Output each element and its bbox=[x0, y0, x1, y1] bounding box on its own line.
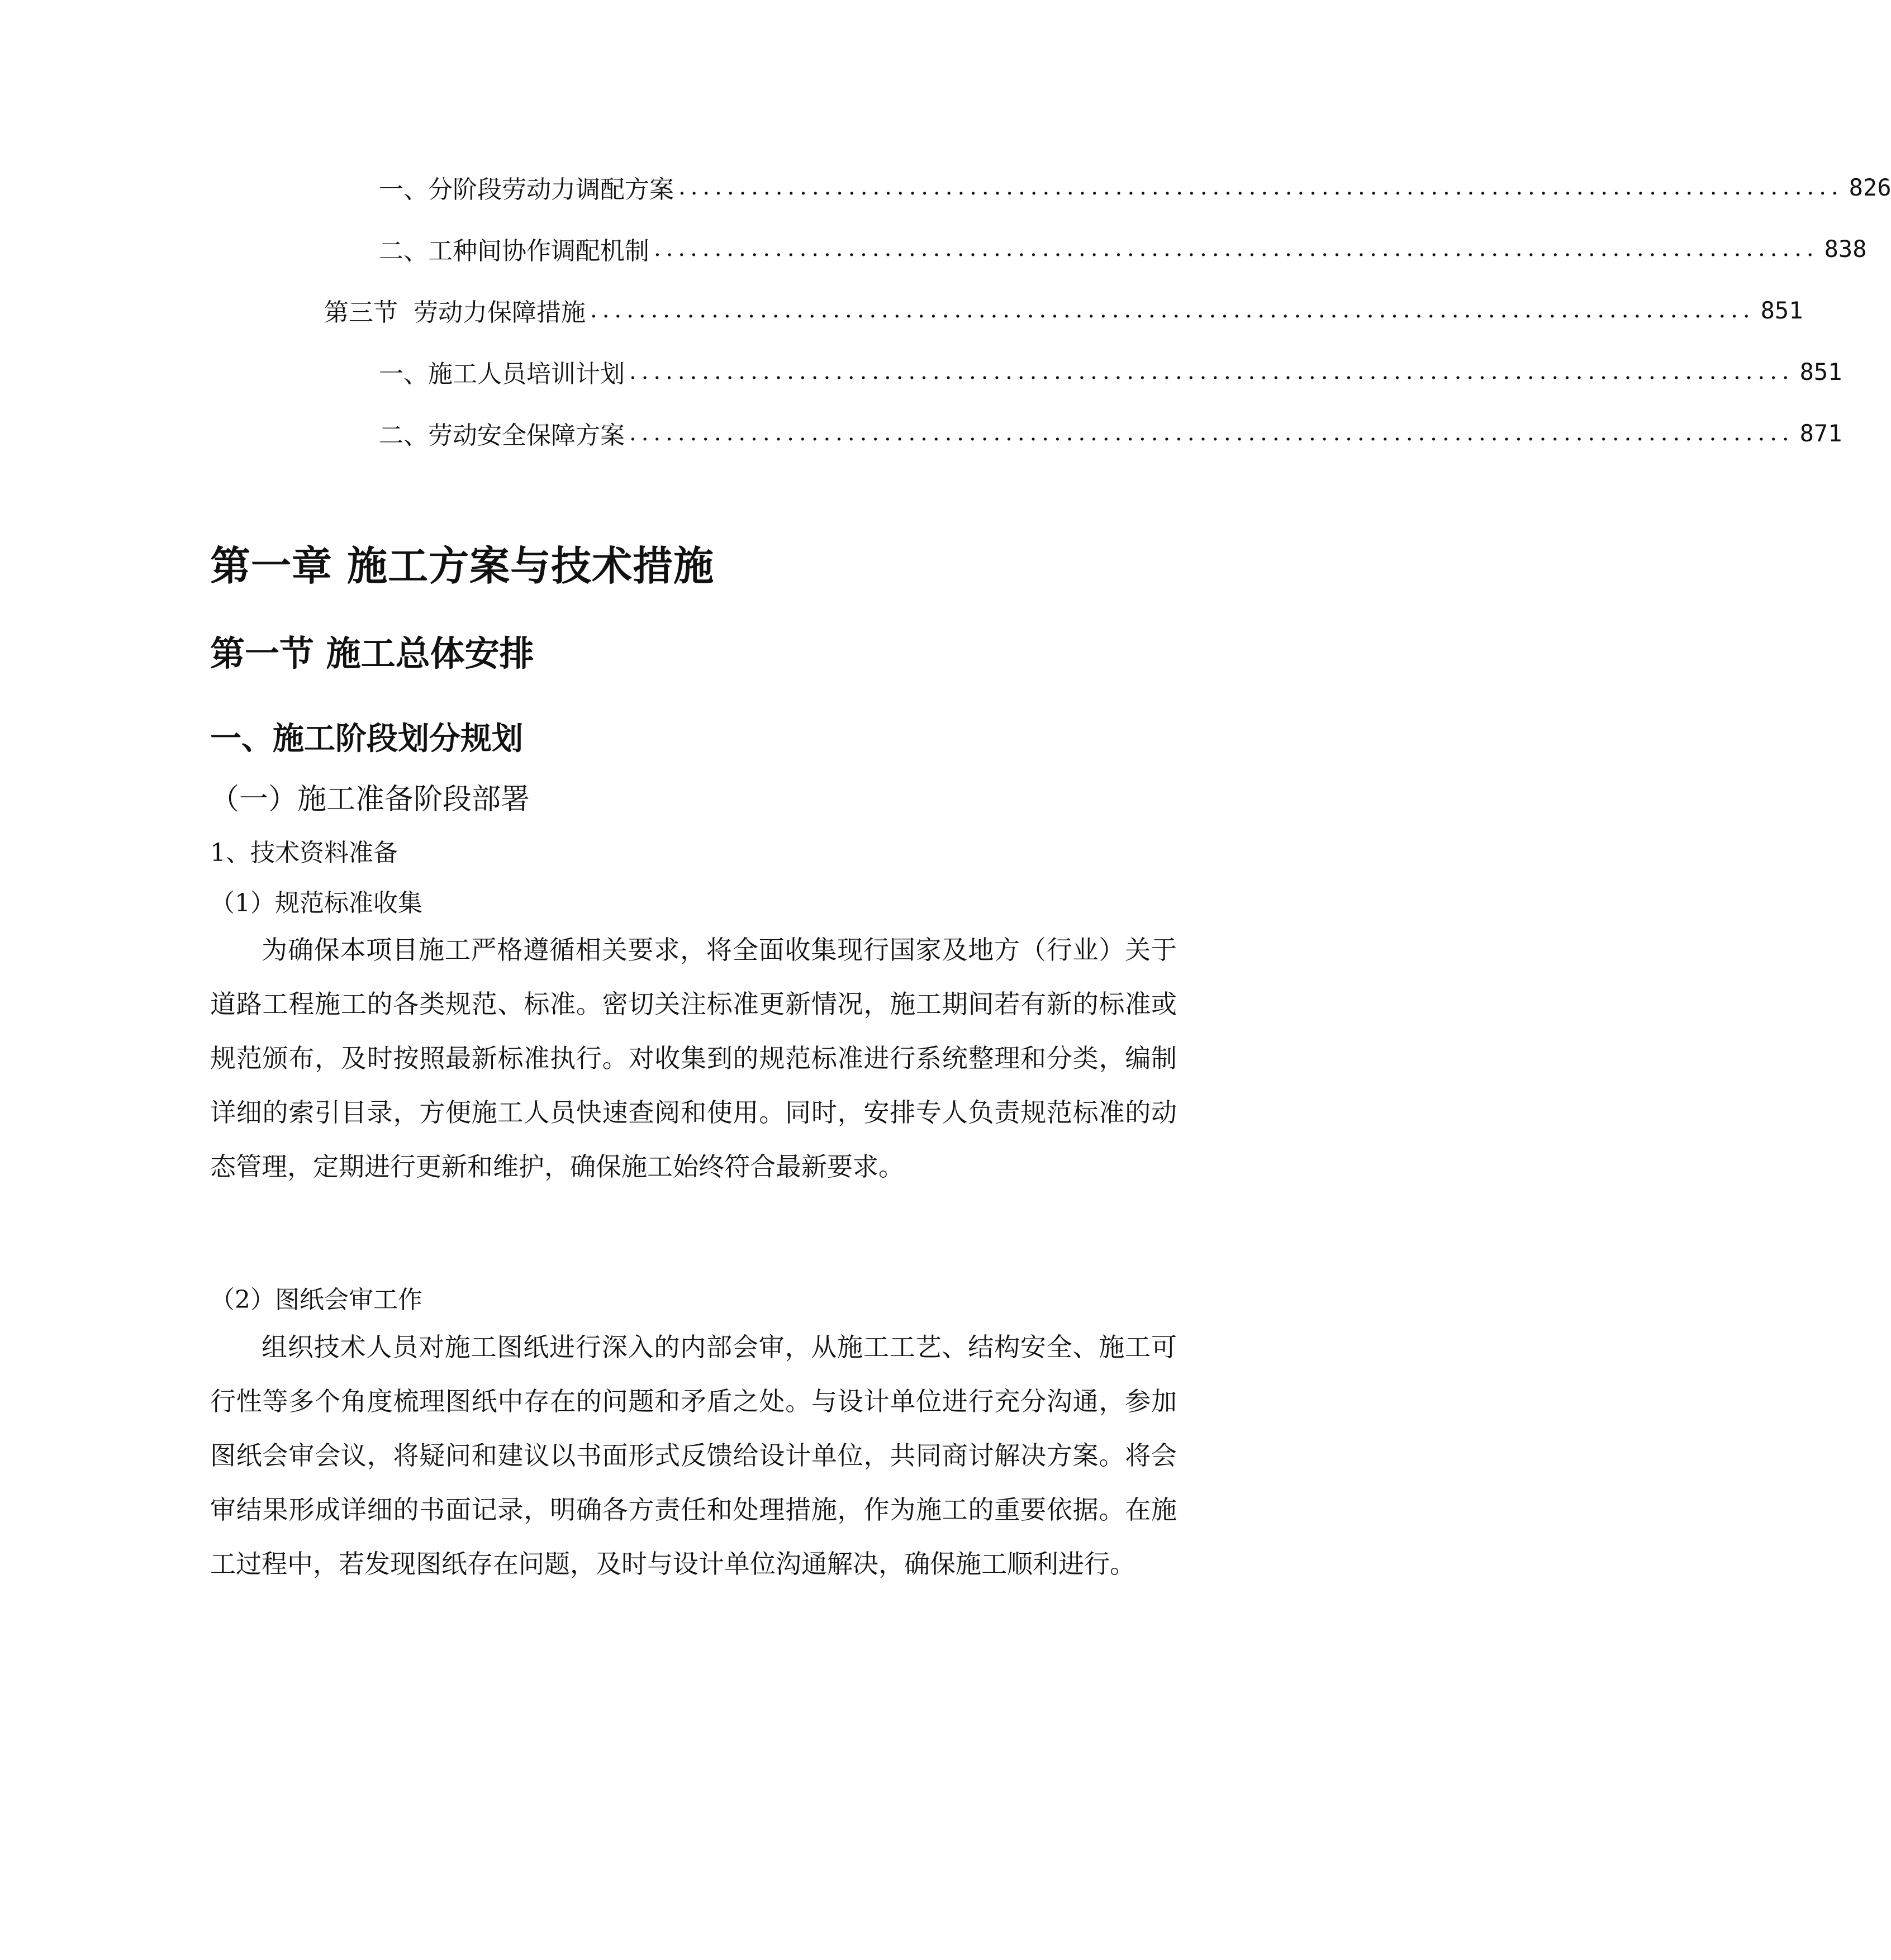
toc-entry-title: 工种间协作调配机制 bbox=[428, 237, 649, 265]
chapter-title: 第一章 施工方案与技术措施 bbox=[210, 543, 715, 589]
toc-entry-page: 871 bbox=[1799, 419, 1842, 447]
toc-dot-leader: ................................................................................................ bbox=[654, 236, 1819, 261]
subsection-title: 一、施工阶段划分规划 bbox=[210, 721, 523, 757]
paragraph-heading: （1）规范标准收集 bbox=[210, 889, 422, 917]
toc-entry-number: 二、 bbox=[379, 421, 428, 450]
toc-entry[interactable] bbox=[379, 413, 1842, 453]
toc-entry-title: 劳动力保障措施 bbox=[414, 298, 586, 327]
toc-entry[interactable] bbox=[324, 291, 1803, 330]
toc-entry-number: 二、 bbox=[379, 237, 428, 265]
toc-entry-title: 分阶段劳动力调配方案 bbox=[428, 175, 674, 204]
toc-entry-page: 851 bbox=[1760, 296, 1803, 324]
toc-dot-leader: ................................................................................................ bbox=[590, 297, 1755, 323]
body-paragraph: 为确保本项目施工严格遵循相关要求，将全面收集现行国家及地方（行业）关于道路工程施工的各类规范、标准。密切关注标准更新情况，施工期间若有新的标准或规范颁布，及时按照最新标准执行。对收集到的规范标准进行系统整理和分类，编制详细的索引目录，方便施工人员快速查阅和使用。同时，安排专人负责规范标准的动态管理，定期进行更新和维护，确保施工始终符合最新要求。 bbox=[210, 935, 1177, 1182]
toc-entry-number: 一、 bbox=[379, 360, 428, 388]
toc-dot-leader: ................................................................................................ bbox=[629, 359, 1794, 384]
toc-entry-page: 851 bbox=[1799, 358, 1842, 386]
body-paragraph: 组织技术人员对施工图纸进行深入的内部会审，从施工工艺、结构安全、施工可行性等多个角度梳理图纸中存在的问题和矛盾之处。与设计单位进行充分沟通，参加图纸会审会议，将疑问和建议以书面形式反馈给设计单位，共同商讨解决方案。将会审结果形成详细的书面记录，明确各方责任和处理措施，作为施工的重要依据。在施工过程中，若发现图纸存在问题，及时与设计单位沟通解决，确保施工顺利进行。 bbox=[210, 1332, 1177, 1579]
section-title: 第一节 施工总体安排 bbox=[210, 633, 534, 674]
toc-entry-title: 施工人员培训计划 bbox=[428, 360, 625, 388]
toc-entry-page: 826 bbox=[1849, 173, 1891, 201]
toc-entry-number: 一、 bbox=[379, 175, 428, 204]
paragraph-heading: （2）图纸会审工作 bbox=[210, 1286, 422, 1314]
toc-entry-number: 第三节 bbox=[324, 298, 398, 327]
item-title: 1、技术资料准备 bbox=[210, 839, 398, 867]
toc-entry[interactable] bbox=[379, 168, 1891, 207]
toc-entry-title: 劳动安全保障方案 bbox=[428, 421, 625, 450]
toc-entry[interactable] bbox=[379, 352, 1842, 391]
subsubsection-title: （一）施工准备阶段部署 bbox=[210, 783, 530, 816]
toc-dot-leader: ................................................................................................ bbox=[678, 174, 1844, 200]
toc-dot-leader: ................................................................................................ bbox=[629, 420, 1794, 446]
toc-entry-page: 838 bbox=[1824, 235, 1867, 263]
toc-entry[interactable] bbox=[379, 229, 1867, 268]
